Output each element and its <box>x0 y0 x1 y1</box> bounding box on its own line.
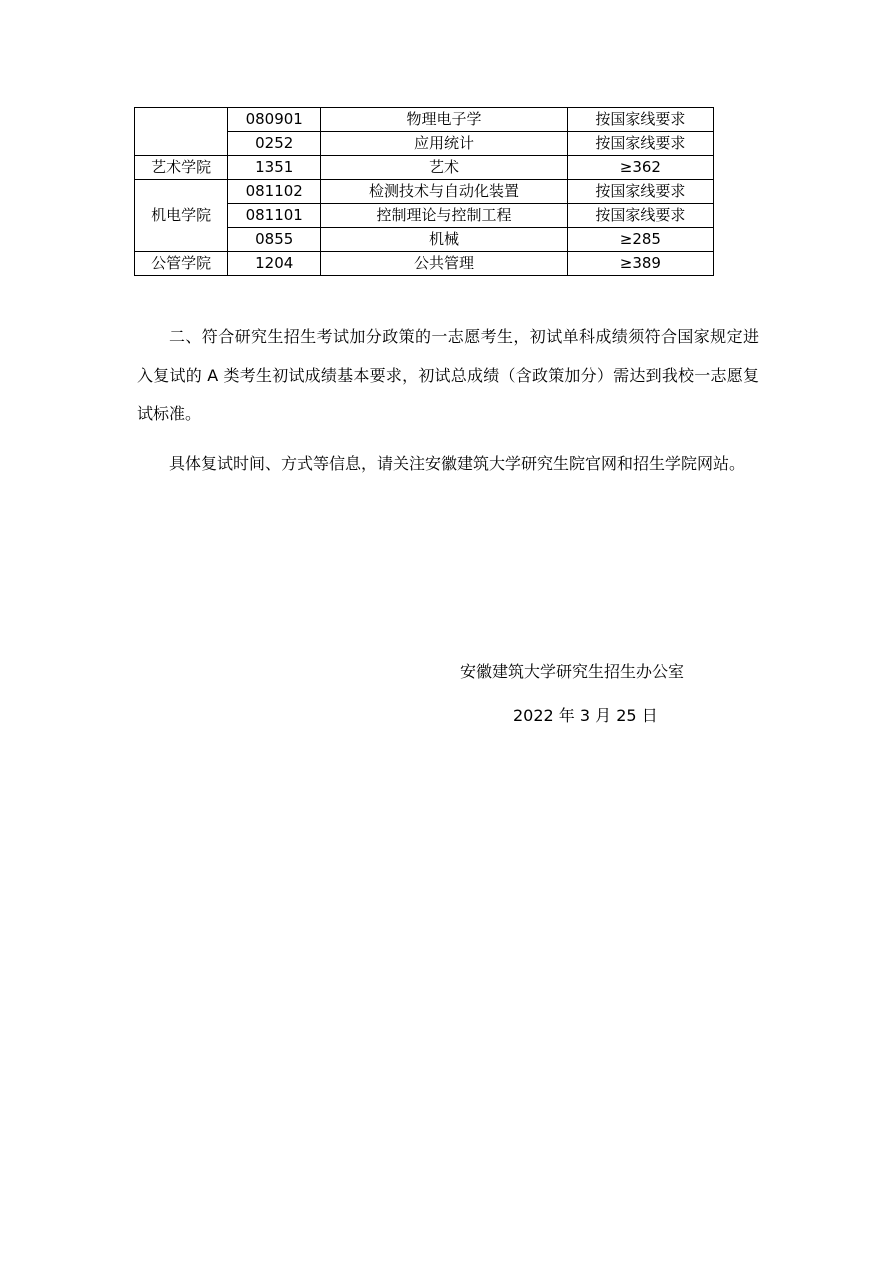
table-row <box>135 252 714 276</box>
major-cell: 艺术 <box>321 156 567 180</box>
major-cell: 应用统计 <box>321 132 567 156</box>
score-table <box>134 107 714 276</box>
code-cell: 0252 <box>228 132 321 156</box>
college-cell <box>135 108 228 156</box>
major-cell: 检测技术与自动化装置 <box>321 180 567 204</box>
major-cell: 机械 <box>321 228 567 252</box>
requirement-cell: ≥362 <box>567 156 713 180</box>
requirement-cell: ≥285 <box>567 228 713 252</box>
college-cell: 机电学院 <box>135 180 228 252</box>
code-cell: 081101 <box>228 204 321 228</box>
requirement-cell: 按国家线要求 <box>567 180 713 204</box>
code-cell: 080901 <box>228 108 321 132</box>
table-row <box>135 108 714 132</box>
signature-date: 2022 年 3 月 25 日 <box>513 706 658 725</box>
major-cell: 公共管理 <box>321 252 567 276</box>
signature-organization: 安徽建筑大学研究生招生办公室 <box>460 662 685 681</box>
major-cell: 物理电子学 <box>321 108 567 132</box>
requirement-cell: 按国家线要求 <box>567 108 713 132</box>
code-cell: 1351 <box>228 156 321 180</box>
code-cell: 1204 <box>228 252 321 276</box>
major-cell: 控制理论与控制工程 <box>321 204 567 228</box>
code-cell: 0855 <box>228 228 321 252</box>
policy-paragraph: 二、符合研究生招生考试加分政策的一志愿考生，初试单科成绩须符合国家规定进入复试的 A 类考生初试成绩基本要求，初试总成绩（含政策加分）需达到我校一志愿复试标准。 <box>137 327 759 423</box>
notice-paragraph: 具体复试时间、方式等信息，请关注安徽建筑大学研究生院官网和招生学院网站。 <box>169 454 746 473</box>
code-cell: 081102 <box>228 180 321 204</box>
college-cell: 艺术学院 <box>135 156 228 180</box>
requirement-cell: 按国家线要求 <box>567 204 713 228</box>
college-cell: 公管学院 <box>135 252 228 276</box>
table-row <box>135 180 714 204</box>
requirement-cell: 按国家线要求 <box>567 132 713 156</box>
table-row <box>135 156 714 180</box>
requirement-cell: ≥389 <box>567 252 713 276</box>
